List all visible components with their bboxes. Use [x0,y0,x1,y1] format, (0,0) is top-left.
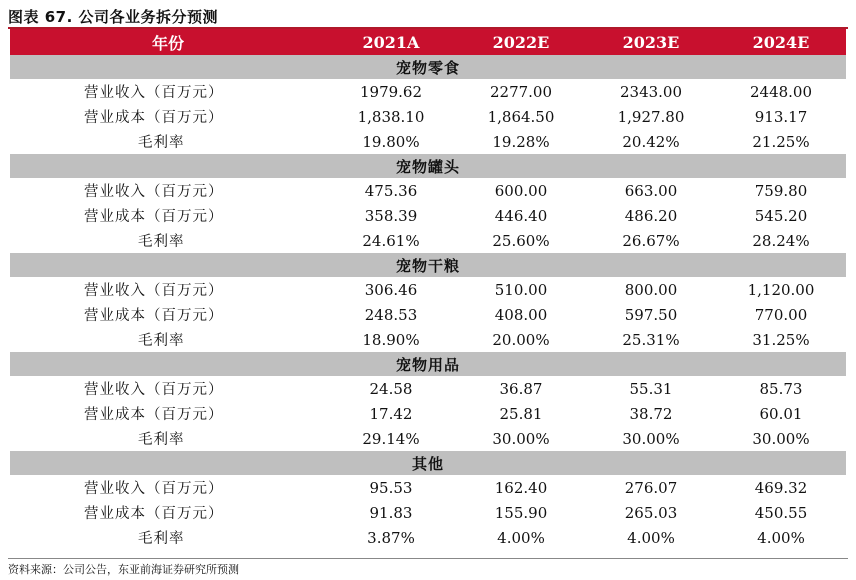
section-header-row [10,352,846,376]
row-label: 毛利率 [138,135,185,151]
section-title: 宠物用品 [10,352,846,376]
table-row [10,129,846,154]
row-label: 营业成本（百万元） [84,308,224,324]
table-cell: 25.60% [492,231,550,250]
header-year: 2024E [716,29,846,55]
row-label: 营业收入（百万元） [84,283,224,299]
row-label: 营业收入（百万元） [84,382,224,398]
table-cell: 20.42% [622,132,680,151]
table-cell: 800.00 [624,280,678,299]
table-row [10,525,846,550]
table-cell: 60.01 [759,404,803,423]
row-label: 营业收入（百万元） [84,481,224,497]
table-cell: 25.81 [499,404,543,423]
table-row [10,79,846,104]
row-label: 营业成本（百万元） [84,506,224,522]
table-cell: 408.00 [494,305,548,324]
row-label: 营业成本（百万元） [84,209,224,225]
table-cell: 24.58 [369,379,413,398]
table-cell: 913.17 [754,107,808,126]
table-cell: 600.00 [494,181,548,200]
table-row [10,500,846,525]
section-header-row [10,253,846,277]
table-cell: 28.24% [752,231,810,250]
table-cell: 30.00% [492,429,550,448]
table-row [10,203,846,228]
table-cell: 446.40 [494,206,548,225]
table-cell: 20.00% [492,330,550,349]
bottom-rule [8,558,848,559]
row-label: 营业收入（百万元） [84,85,224,101]
table-row [10,302,846,327]
table-row [10,426,846,451]
table-cell: 1,120.00 [747,280,815,299]
table-cell: 162.40 [494,478,548,497]
section-header-row [10,154,846,178]
table-cell: 25.31% [622,330,680,349]
figure-title: 图表 67. 公司各业务拆分预测 [8,8,219,26]
row-label: 毛利率 [138,432,185,448]
table-cell: 36.87 [499,379,543,398]
section-title: 宠物零食 [10,55,846,79]
section-header-row [10,55,846,79]
table-cell: 155.90 [494,503,548,522]
source-note: 资料来源：公司公告，东亚前海证券研究所预测 [8,563,239,576]
table-cell: 663.00 [624,181,678,200]
table-cell: 510.00 [494,280,548,299]
table-cell: 19.28% [492,132,550,151]
header-year: 2021A [326,29,456,55]
table-cell: 24.61% [362,231,420,250]
table-cell: 21.25% [752,132,810,151]
table-cell: 4.00% [627,528,675,547]
table-row [10,277,846,302]
table-cell: 91.83 [369,503,413,522]
table-cell: 4.00% [757,528,805,547]
table-cell: 770.00 [754,305,808,324]
table-cell: 358.39 [364,206,418,225]
header-year: 2022E [456,29,586,55]
section-title: 宠物罐头 [10,154,846,178]
table-cell: 450.55 [754,503,808,522]
table-cell: 1,927.80 [617,107,685,126]
table-cell: 3.87% [367,528,415,547]
table-cell: 469.32 [754,478,808,497]
forecast-table [10,29,846,550]
table-cell: 85.73 [759,379,803,398]
table-row [10,376,846,401]
header-year: 2023E [586,29,716,55]
table-cell: 2448.00 [749,82,813,101]
table-cell: 545.20 [754,206,808,225]
table-row [10,401,846,426]
header-year-label: 年份 [10,29,326,55]
table-row [10,475,846,500]
table-cell: 4.00% [497,528,545,547]
table-cell: 1,838.10 [357,107,425,126]
section-title: 宠物干粮 [10,253,846,277]
table-cell: 2277.00 [489,82,553,101]
row-label: 营业成本（百万元） [84,407,224,423]
table-cell: 248.53 [364,305,418,324]
table-cell: 31.25% [752,330,810,349]
table-cell: 597.50 [624,305,678,324]
table-cell: 38.72 [629,404,673,423]
table-cell: 486.20 [624,206,678,225]
table-cell: 475.36 [364,181,418,200]
table-cell: 265.03 [624,503,678,522]
row-label: 毛利率 [138,234,185,250]
table-row [10,104,846,129]
table-row [10,178,846,203]
row-label: 营业成本（百万元） [84,110,224,126]
table-cell: 1,864.50 [487,107,555,126]
table-cell: 759.80 [754,181,808,200]
table-cell: 2343.00 [619,82,683,101]
row-label: 毛利率 [138,333,185,349]
table-cell: 19.80% [362,132,420,151]
table-cell: 17.42 [369,404,413,423]
table-cell: 1979.62 [359,82,423,101]
table-row [10,327,846,352]
section-title: 其他 [10,451,846,475]
table-cell: 306.46 [364,280,418,299]
table-cell: 95.53 [369,478,413,497]
header-row [10,29,846,55]
table-cell: 30.00% [622,429,680,448]
section-header-row [10,451,846,475]
table-cell: 26.67% [622,231,680,250]
table-cell: 18.90% [362,330,420,349]
table-cell: 276.07 [624,478,678,497]
table-cell: 29.14% [362,429,420,448]
table-cell: 55.31 [629,379,673,398]
table-cell: 30.00% [752,429,810,448]
row-label: 营业收入（百万元） [84,184,224,200]
table-row [10,228,846,253]
row-label: 毛利率 [138,531,185,547]
